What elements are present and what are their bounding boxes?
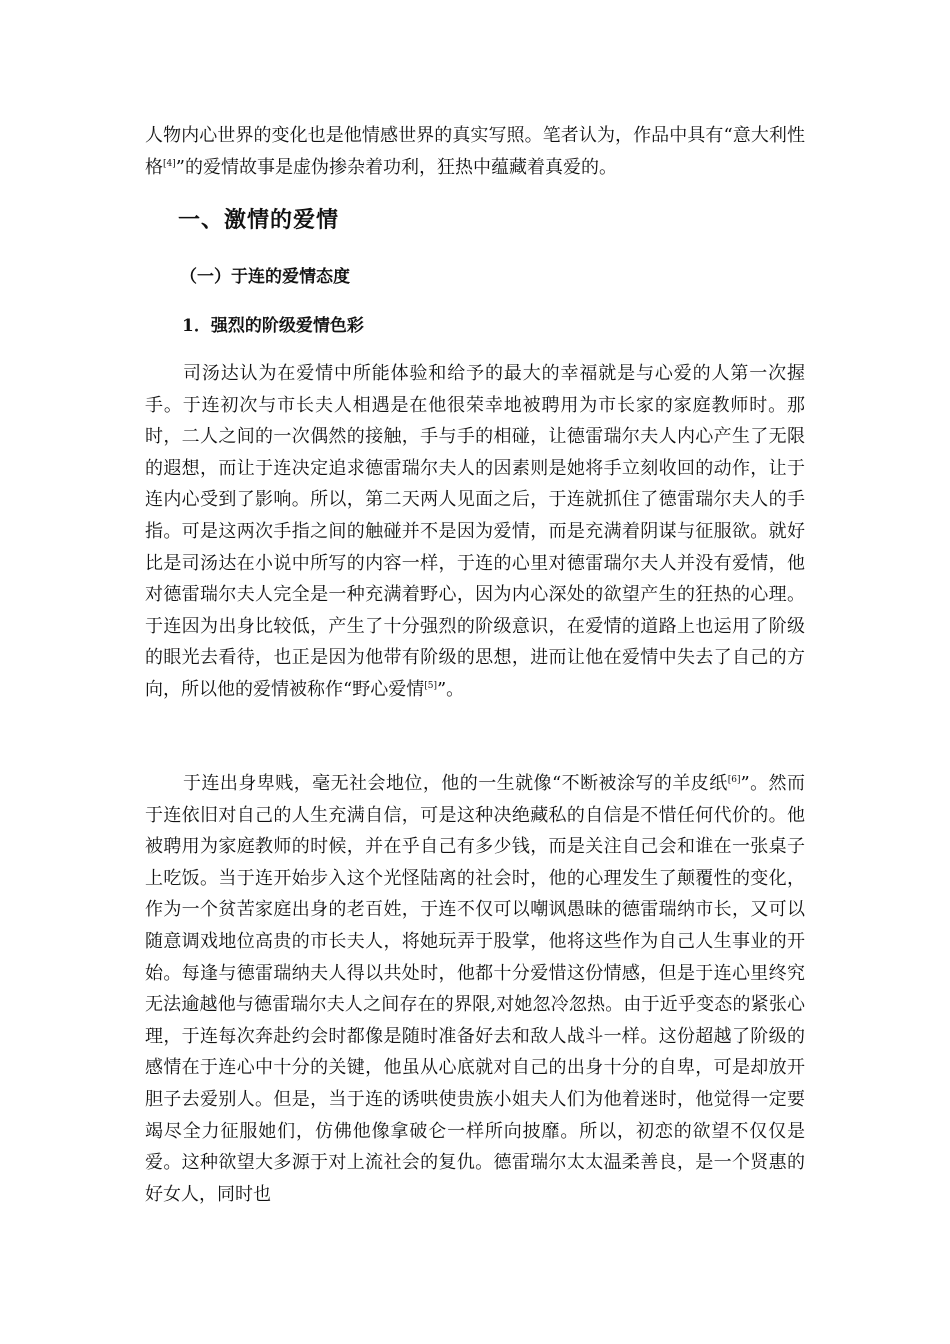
body-paragraph-1 xyxy=(145,358,805,706)
p1-text-b: ”。 xyxy=(436,678,465,700)
citation-6: [6] xyxy=(727,775,741,785)
subsection-heading: （一）于连的爱情态度 xyxy=(180,267,350,287)
p2-text-b: ”。然而于连依旧对自己的人生充满自信，可是这种决绝藏私的自信是不惜任何代价的。他被聘用为家庭教师的时候，并在乎自己有多少钱，而是关注自己会和谁在一张桌子上吃饭。当于连开始步入这个光怪陆离的社会时，他的心理发生了颠覆性的变化，作为一个贫苦家庭出身的老百姓，于连不仅可以嘲讽愚昧的德雷瑞纳市长，又可以随意调戏地位高贵的市长夫人，将她玩弄于股掌，他将这些作为自己人生事业的开始。每逢与德雷瑞纳夫人得以共处时，他都十分爱惜这份情感，但是于连心里终究无法逾越他与德雷瑞尔夫人之间存在的界限,对她忽冷忽热。由于近乎变态的紧张心理，于连每次奔赴约会时都像是随时准备好去和敌人战斗一样。这份超越了阶级的感情在于连心中十分的关键，他虽从心底就对自己的出身十分的自卑，可是却放开胆子去爱别人。但是，当于连的诱哄使贵族小姐夫人们为他着迷时，他觉得一定要竭尽全力征服她们，仿佛他像拿破仑一样所向披靡。所以，初恋的欲望不仅仅是爱。这种欲望大多源于对上流社会的复仇。德雷瑞尔太太温柔善良，是一个贤惠的好女人，同时也 xyxy=(145,773,806,1205)
sub-subsection-heading: 1．强烈的阶级爱情色彩 xyxy=(182,316,364,336)
body-paragraph-2 xyxy=(145,768,805,1210)
p1-text-a: 司汤达认为在爱情中所能体验和给予的最大的幸福就是与心爱的人第一次握手。于连初次与市长夫人相遇是在他很荣幸地被聘用为市长家的家庭教师时。那时，二人之间的一次偶然的接触，手与手的相碰，让德雷瑞尔夫人内心产生了无限的遐想，而让于连决定追求德雷瑞尔夫人的因素则是她将手立刻收回的动作，让于连内心受到了影响。所以，第二天两人见面之后，于连就抓住了德雷瑞尔夫人的手指。可是这两次手指之间的触碰并不是因为爱情，而是充满着阴谋与征服欲。就好比是司汤达在小说中所写的内容一样，于连的心里对德雷瑞尔夫人并没有爱情，他对德雷瑞尔夫人完全是一种充满着野心，因为内心深处的欲望产生的狂热的心理。于连因为出身比较低，产生了十分强烈的阶级意识，在爱情的道路上也运用了阶级的眼光去看待，也正是因为他带有阶级的思想，进而让他在爱情中失去了自己的方向，所以他的爱情被称作“野心爱情 xyxy=(145,363,805,700)
intro-text-a: 人物内心世界的变化也是他情感世界的真实写照。笔者认为，作品中具有“意大利性格 xyxy=(145,125,805,178)
intro-text-b: ”的爱情故事是虚伪掺杂着功利，狂热中蕴藏着真爱的。 xyxy=(175,156,617,178)
intro-paragraph xyxy=(145,120,805,183)
citation-4: [4] xyxy=(163,158,176,169)
p2-text-a: 于连出身卑贱，毫无社会地位，他的一生就像“不断被涂写的羊皮纸 xyxy=(183,773,728,794)
section-heading: 一、激情的爱情 xyxy=(178,208,340,233)
citation-5: [5] xyxy=(424,680,437,691)
